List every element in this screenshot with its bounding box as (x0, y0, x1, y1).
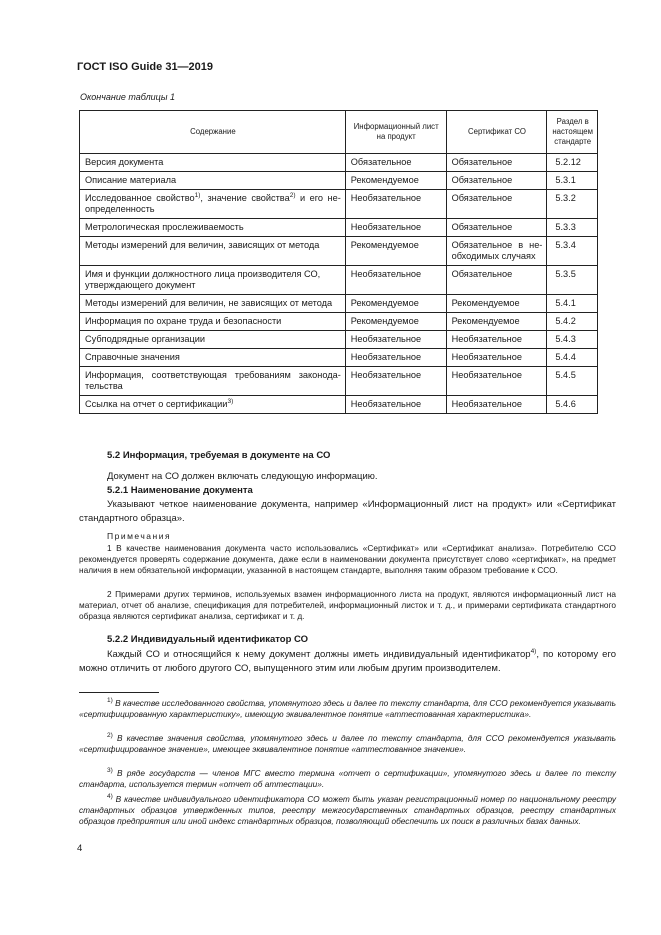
table-header-row (80, 111, 598, 154)
footnote-mark: 2) (107, 732, 113, 740)
table-row (80, 331, 598, 349)
cell-info: Необязательное (345, 219, 446, 237)
footnote-ref: 1) (194, 191, 201, 199)
column-header-content: Содержание (80, 111, 346, 154)
cell-content: Информация по охране труда и безопасности (80, 313, 346, 331)
footnote-text: В качестве исследованного свойства, упомянутого здесь и далее по тексту стандарта, для ССО рекомендуется указывать «сертифицированную характеристику», имеющую эквивалентное понятие «аттестованная характеристика». (79, 698, 616, 719)
cell-cert: Обязательное (446, 190, 547, 219)
column-header-section: Раздел в настоящем стандарте (547, 111, 598, 154)
paragraph-text: Каждый СО и относящийся к нему документ должны иметь индивидуальный идентификатор (107, 649, 531, 660)
section-5-2-1-paragraph: Указывают четкое наименование документа, например «Информационный лист на продукт» или «Сертификат стандартного образца». (79, 499, 616, 524)
cell-section: 5.4.4 (547, 349, 598, 367)
footnote-ref: 3) (227, 397, 234, 405)
cell-section: 5.3.2 (547, 190, 598, 219)
cell-info: Необязательное (345, 396, 446, 414)
cell-content: Версия документа (80, 154, 346, 172)
cell-section: 5.4.6 (547, 396, 598, 414)
cell-section: 5.4.3 (547, 331, 598, 349)
cell-cert: Необязательное (446, 396, 547, 414)
cell-info: Необязательное (345, 266, 446, 295)
cell-info: Необязательное (345, 349, 446, 367)
cell-text: Исследованное свойство (85, 193, 195, 203)
cell-cert: Обязательное (446, 219, 547, 237)
table-row (80, 396, 598, 414)
cell-cert: Обязательное (446, 172, 547, 190)
cell-section: 5.4.1 (547, 295, 598, 313)
cell-cert: Обязательное (446, 266, 547, 295)
cell-section: 5.3.4 (547, 237, 598, 266)
footnote-ref: 4) (530, 647, 537, 655)
document-header: ГОСТ ISO Guide 31—2019 (77, 61, 214, 73)
cell-cert: Рекомендуемое (446, 313, 547, 331)
section-5-2-2-paragraph (79, 648, 616, 675)
cell-section: 5.2.12 (547, 154, 598, 172)
cell-cert: Необязательное (446, 349, 547, 367)
cell-content (80, 190, 346, 219)
table-row (80, 172, 598, 190)
footnote-1 (79, 698, 616, 720)
cell-section: 5.4.2 (547, 313, 598, 331)
footnote-2 (79, 733, 616, 755)
cell-content: Описание материала (80, 172, 346, 190)
cell-content: Методы измерений для величин, не зависящих от метода (80, 295, 346, 313)
table-row (80, 219, 598, 237)
requirements-table (79, 110, 598, 414)
cell-section: 5.3.3 (547, 219, 598, 237)
section-5-2-heading: 5.2 Информация, требуемая в документе на СО (107, 450, 331, 461)
column-header-certificate: Сертификат СО (446, 111, 547, 154)
notes-title: Примечания (107, 531, 172, 541)
note-1: 1 В качестве наименования документа часто использовались «Сертификат» или «Сертификат анализа». Потребителю ССО рекомендуется проверять содержание документа, даже если в наименовании документа присутствует слово «сертификат», на предмет наличия в нем обязательной информации, указанной в настоящем стандарте, выполняя таким образом требование к ССО. (79, 543, 616, 575)
cell-content (80, 396, 346, 414)
table-row (80, 313, 598, 331)
cell-section: 5.4.5 (547, 367, 598, 396)
cell-section: 5.3.5 (547, 266, 598, 295)
section-5-2-intro: Документ на СО должен включать следующую информацию. (107, 471, 378, 482)
cell-info: Рекомендуемое (345, 237, 446, 266)
cell-info: Рекомендуемое (345, 295, 446, 313)
note-2: 2 Примерами других терминов, используемых взамен информационного листа на продукт, являются информационный лист на материал, отчет об анализе, спецификация для потребителей, информационный листок и т. д., и примерами сертификата стандартного образца являются сертификат анализа, сертификат и т. д. (79, 589, 616, 621)
footnote-4 (79, 794, 616, 827)
cell-content: Информация, соответствующая требованиям законода-тельства (80, 367, 346, 396)
cell-text: Ссылка на отчет о сертификации (85, 399, 228, 409)
paragraph-text: , по которому его можно отличить от любого другого СО, выпущенного этим или любым другим производителем. (79, 649, 616, 674)
cell-content: Имя и функции должностного лица производителя СО, утверждающего документ (80, 266, 346, 295)
footnote-ref: 2) (289, 191, 296, 199)
footnote-mark: 1) (107, 697, 113, 705)
cell-info: Необязательное (345, 190, 446, 219)
footnote-text: В качестве значения свойства, упомянутого здесь и далее по тексту стандарта, для ССО рекомендуется указывать «сертифицированное значение», имеющее эквивалентное понятие «аттестованное значение». (79, 733, 616, 754)
cell-info: Необязательное (345, 331, 446, 349)
cell-section: 5.3.1 (547, 172, 598, 190)
cell-text: , значение свойства (200, 193, 290, 203)
footnote-3 (79, 768, 616, 790)
section-5-2-1-heading: 5.2.1 Наименование документа (107, 485, 253, 496)
cell-info: Обязательное (345, 154, 446, 172)
section-5-2-2-heading: 5.2.2 Индивидуальный идентификатор СО (107, 634, 309, 645)
cell-cert: Обязательное в не-обходимых случаях (446, 237, 547, 266)
table-row (80, 237, 598, 266)
cell-cert: Необязательное (446, 331, 547, 349)
table-row (80, 154, 598, 172)
table-row (80, 367, 598, 396)
footnote-text: В качестве индивидуального идентификатора СО может быть указан регистрационный номер по национальному реестру стандартных образцов утвержденных типов, реестру межгосударственных стандартных образцов, реестру стандартных образцов предприятия или иной индекс стандартных образцов, позволяющий обеспечить их поиск в различных базах данных. (79, 794, 616, 826)
cell-cert: Необязательное (446, 367, 547, 396)
cell-cert: Рекомендуемое (446, 295, 547, 313)
cell-content: Справочные значения (80, 349, 346, 367)
cell-cert: Обязательное (446, 154, 547, 172)
cell-info: Рекомендуемое (345, 313, 446, 331)
table-row (80, 190, 598, 219)
cell-content: Метрологическая прослеживаемость (80, 219, 346, 237)
footnote-mark: 4) (107, 793, 113, 801)
footnote-mark: 3) (107, 767, 113, 775)
cell-content: Субподрядные организации (80, 331, 346, 349)
table-row (80, 349, 598, 367)
cell-text: и его не-определенность (85, 193, 341, 214)
table-row (80, 295, 598, 313)
page-number: 4 (77, 843, 83, 854)
cell-info: Необязательное (345, 367, 446, 396)
column-header-info-sheet: Информационный лист на продукт (345, 111, 446, 154)
cell-content: Методы измерений для величин, зависящих от метода (80, 237, 346, 266)
table-caption: Окончание таблицы 1 (80, 92, 175, 102)
table-row (80, 266, 598, 295)
footnote-text: В ряде государств — членов МГС вместо термина «отчет о сертификации», упомянутого здесь и далее по тексту стандарта, используется термин «отчет об аттестации». (79, 768, 616, 789)
cell-info: Рекомендуемое (345, 172, 446, 190)
footnote-separator (79, 692, 159, 693)
